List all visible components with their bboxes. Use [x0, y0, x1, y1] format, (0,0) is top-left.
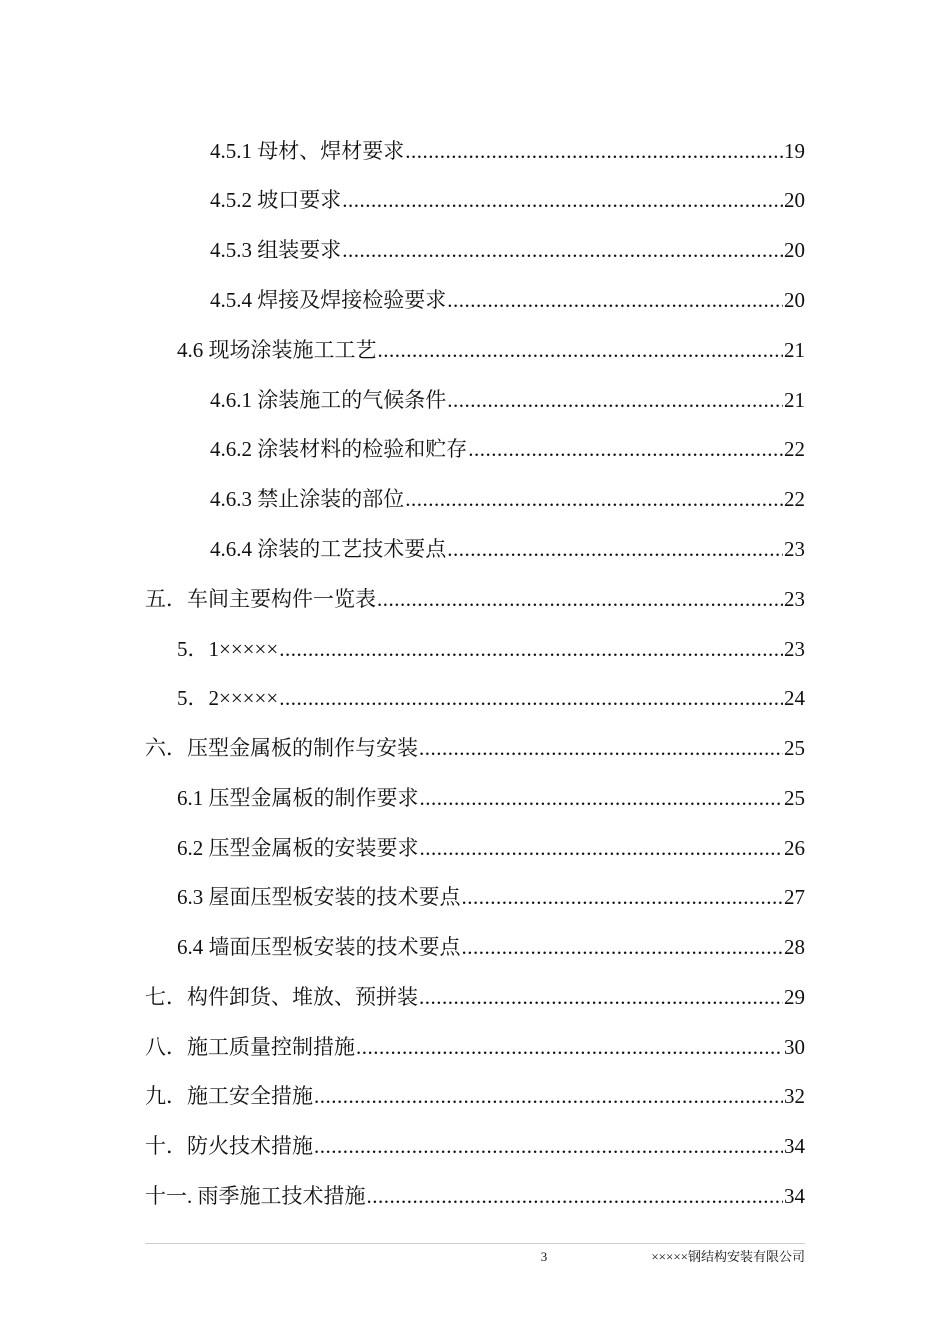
toc-dot-leader: [462, 883, 784, 911]
toc-entry-title: 4.6.4 涂装的工艺技术要点: [210, 537, 447, 561]
toc-entry-page: 20: [784, 288, 805, 312]
toc-dot-leader: [377, 585, 783, 613]
toc-entry-title: 4.5.1 母材、焊材要求: [210, 139, 405, 163]
toc-entry-page: 22: [784, 487, 805, 511]
toc-entry-title: 4.6.3 禁止涂装的部位: [210, 487, 405, 511]
toc-entry-page: 25: [784, 786, 805, 810]
toc-entry[interactable]: [177, 336, 805, 364]
toc-entry[interactable]: [145, 1082, 805, 1110]
toc-entry-title: 6.2 压型金属板的安装要求: [177, 836, 419, 860]
toc-entry-title: 七．构件卸货、堆放、预拼装: [145, 985, 418, 1009]
toc-dot-leader: [314, 1082, 783, 1110]
toc-entry-page: 22: [784, 437, 805, 461]
toc-entry-page: 23: [784, 537, 805, 561]
toc-entry[interactable]: [210, 386, 805, 414]
toc-entry[interactable]: [177, 933, 805, 961]
toc-dot-leader: [420, 834, 784, 862]
toc-entry-title: 4.6.2 涂装材料的检验和贮存: [210, 437, 468, 461]
toc-dot-leader: [279, 635, 783, 663]
toc-dot-leader: [378, 336, 784, 364]
toc-dot-leader: [420, 784, 784, 812]
toc-entry[interactable]: [145, 1033, 805, 1061]
toc-entry-page: 20: [784, 238, 805, 262]
toc-entry[interactable]: [210, 236, 805, 264]
toc-entry[interactable]: [145, 1182, 805, 1210]
toc-entry-title: 十一. 雨季施工技术措施: [145, 1184, 366, 1208]
toc-dot-leader: [447, 286, 783, 314]
toc-dot-leader: [405, 485, 783, 513]
toc-entry[interactable]: [177, 684, 805, 712]
footer-page-number: 3: [540, 1249, 548, 1264]
toc-dot-leader: [342, 186, 783, 214]
toc-entry-title: 九．施工安全措施: [145, 1084, 313, 1108]
toc-entry-page: 29: [784, 985, 805, 1009]
toc-dot-leader: [447, 386, 783, 414]
toc-entry[interactable]: [210, 485, 805, 513]
toc-entry[interactable]: [145, 585, 805, 613]
toc-entry-page: 30: [784, 1035, 805, 1059]
toc-entry-title: 6.3 屋面压型板安装的技术要点: [177, 885, 461, 909]
toc-dot-leader: [356, 1033, 783, 1061]
toc-entry-page: 28: [784, 935, 805, 959]
toc-entry-page: 21: [784, 338, 805, 362]
toc-dot-leader: [447, 535, 783, 563]
footer-company-name: ×××××钢结构安装有限公司: [651, 1249, 805, 1264]
footer-divider: [145, 1243, 805, 1244]
toc-entry[interactable]: [210, 137, 805, 165]
toc-dot-leader: [419, 734, 783, 762]
toc-entry-page: 21: [784, 388, 805, 412]
toc-dot-leader: [314, 1132, 783, 1160]
toc-entry-title: 十．防火技术措施: [145, 1134, 313, 1158]
toc-entry-title: 6.4 墙面压型板安装的技术要点: [177, 935, 461, 959]
toc-dot-leader: [279, 684, 783, 712]
toc-entry-page: 19: [784, 139, 805, 163]
toc-entry[interactable]: [145, 1132, 805, 1160]
toc-entry-page: 25: [784, 736, 805, 760]
toc-entry[interactable]: [177, 883, 805, 911]
toc-entry[interactable]: [177, 834, 805, 862]
toc-entry-title: 5．1×××××: [177, 637, 279, 661]
toc-entry-title: 6.1 压型金属板的制作要求: [177, 786, 419, 810]
toc-entry-title: 4.5.4 焊接及焊接检验要求: [210, 288, 447, 312]
toc-entry-page: 20: [784, 188, 805, 212]
toc-entry-title: 六．压型金属板的制作与安装: [145, 736, 418, 760]
toc-entry[interactable]: [210, 286, 805, 314]
toc-entry[interactable]: [145, 734, 805, 762]
toc-entry-title: 五．车间主要构件一览表: [145, 587, 376, 611]
toc-entry-title: 4.5.2 坡口要求: [210, 188, 342, 212]
toc-entry-title: 4.6.1 涂装施工的气候条件: [210, 388, 447, 412]
toc-entry-page: 23: [784, 637, 805, 661]
toc-entry-page: 32: [784, 1084, 805, 1108]
toc-entry-page: 23: [784, 587, 805, 611]
toc-dot-leader: [367, 1182, 784, 1210]
toc-entry-page: 24: [784, 686, 805, 710]
toc-dot-leader: [419, 983, 783, 1011]
toc-dot-leader: [468, 435, 783, 463]
toc-entry-page: 26: [784, 836, 805, 860]
toc-entry[interactable]: [210, 535, 805, 563]
toc-dot-leader: [405, 137, 783, 165]
toc-entry[interactable]: [177, 784, 805, 812]
toc-entry[interactable]: [177, 635, 805, 663]
toc-entry-title: 5．2×××××: [177, 686, 279, 710]
toc-entry[interactable]: [210, 435, 805, 463]
toc-entry[interactable]: [145, 983, 805, 1011]
toc-entry-page: 34: [784, 1184, 805, 1208]
toc-entry[interactable]: [210, 186, 805, 214]
toc-dot-leader: [462, 933, 784, 961]
toc-entry-title: 八．施工质量控制措施: [145, 1035, 355, 1059]
toc-entry-page: 34: [784, 1134, 805, 1158]
toc-dot-leader: [342, 236, 783, 264]
toc-entry-page: 27: [784, 885, 805, 909]
toc-entry-title: 4.6 现场涂装施工工艺: [177, 338, 377, 362]
toc-entry-title: 4.5.3 组装要求: [210, 238, 342, 262]
